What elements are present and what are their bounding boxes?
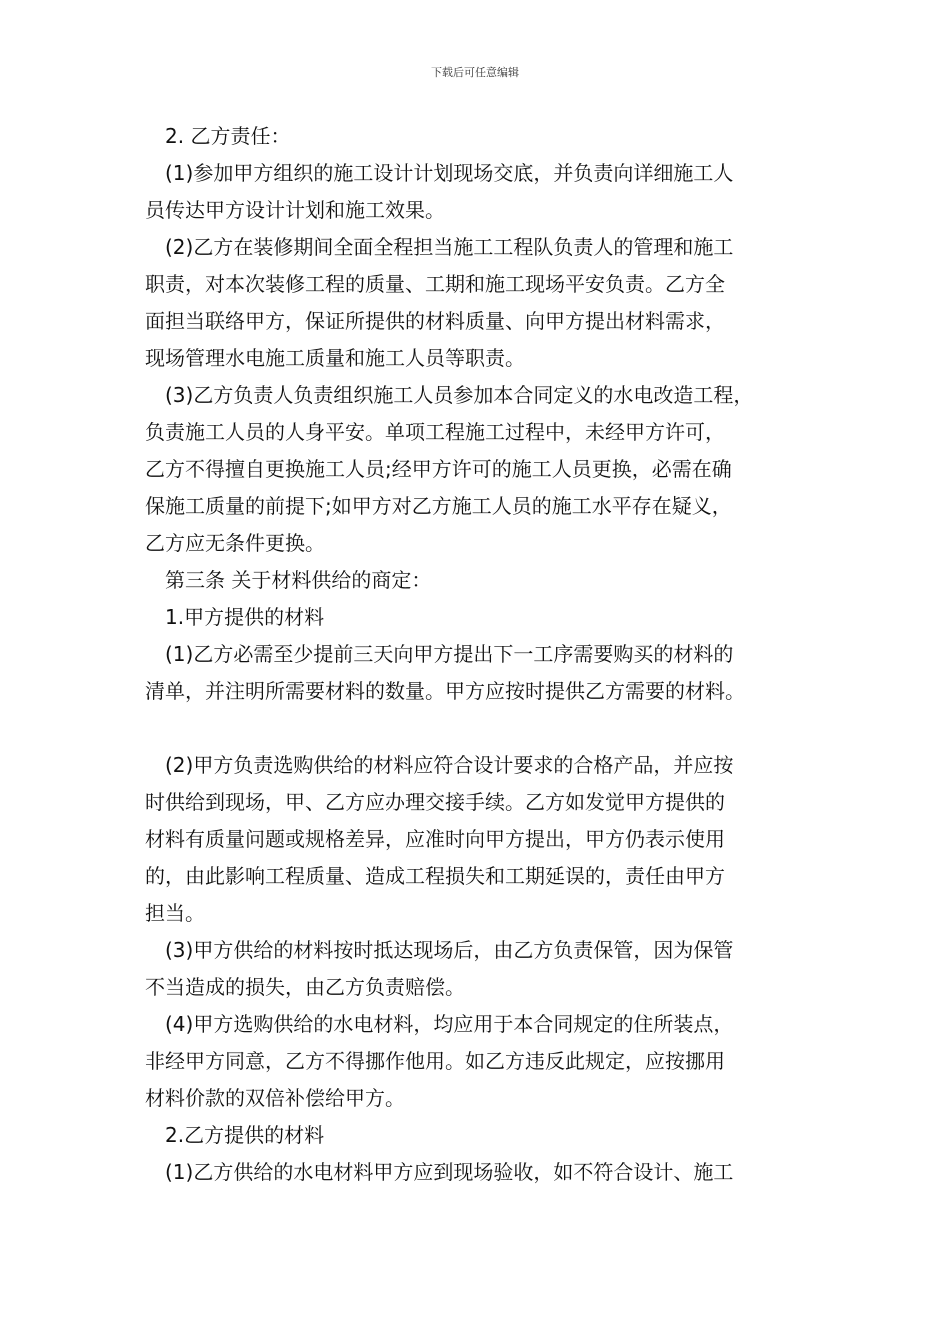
text-line: 面担当联络甲方，保证所提供的材料质量、向甲方提出材料需求， xyxy=(145,309,725,333)
text-line: 清单，并注明所需要材料的数量。甲方应按时提供乙方需要的材料。 xyxy=(145,679,745,703)
text-line: 保施工质量的前提下;如甲方对乙方施工人员的施工水平存在疑义， xyxy=(145,494,732,518)
text-line: 材料价款的双倍补偿给甲方。 xyxy=(145,1086,405,1110)
blank-line xyxy=(145,710,825,747)
text-line: 的，由此影响工程质量、造成工程损失和工期延误的，责任由甲方 xyxy=(145,864,725,888)
text-line: (3)乙方负责人负责组织施工人员参加本合同定义的水电改造工程， xyxy=(165,383,754,407)
text-line: 时供给到现场，甲、乙方应办理交接手续。乙方如发觉甲方提供的 xyxy=(145,790,725,814)
text-line: 乙方应无条件更换。 xyxy=(145,531,325,555)
text-line: 现场管理水电施工质量和施工人员等职责。 xyxy=(145,346,525,370)
text-line: 职责，对本次装修工程的质量、工期和施工现场平安负责。乙方全 xyxy=(145,272,725,296)
text-line: 2. 乙方责任： xyxy=(165,124,291,148)
text-line: (3)甲方供给的材料按时抵达现场后，由乙方负责保管，因为保管 xyxy=(165,938,734,962)
document-body xyxy=(145,118,825,1191)
text-line: 2.乙方提供的材料 xyxy=(165,1123,325,1147)
text-line: 第三条 关于材料供给的商定： xyxy=(165,568,432,592)
text-line: 1.甲方提供的材料 xyxy=(165,605,325,629)
text-line: 乙方不得擅自更换施工人员;经甲方许可的施工人员更换，必需在确 xyxy=(145,457,732,481)
text-line: (1)乙方必需至少提前三天向甲方提出下一工序需要购买的材料的 xyxy=(165,642,734,666)
text-line: 不当造成的损失，由乙方负责赔偿。 xyxy=(145,975,465,999)
text-line: 非经甲方同意，乙方不得挪作他用。如乙方违反此规定，应按挪用 xyxy=(145,1049,725,1073)
text-line: (1)乙方供给的水电材料甲方应到现场验收，如不符合设计、施工 xyxy=(165,1160,734,1184)
text-line: (1)参加甲方组织的施工设计计划现场交底，并负责向详细施工人 xyxy=(165,161,734,185)
text-line: 负责施工人员的人身平安。单项工程施工过程中，未经甲方许可， xyxy=(145,420,725,444)
text-line: 员传达甲方设计计划和施工效果。 xyxy=(145,198,445,222)
text-line: 材料有质量问题或规格差异，应准时向甲方提出，甲方仍表示使用 xyxy=(145,827,725,851)
page-header: 下载后可任意编辑 xyxy=(431,66,519,79)
text-line: (4)甲方选购供给的水电材料，均应用于本合同规定的住所装点， xyxy=(165,1012,734,1036)
text-line: 担当。 xyxy=(145,901,205,925)
text-line: (2)乙方在装修期间全面全程担当施工工程队负责人的管理和施工 xyxy=(165,235,734,259)
text-line: (2)甲方负责选购供给的材料应符合设计要求的合格产品，并应按 xyxy=(165,753,734,777)
